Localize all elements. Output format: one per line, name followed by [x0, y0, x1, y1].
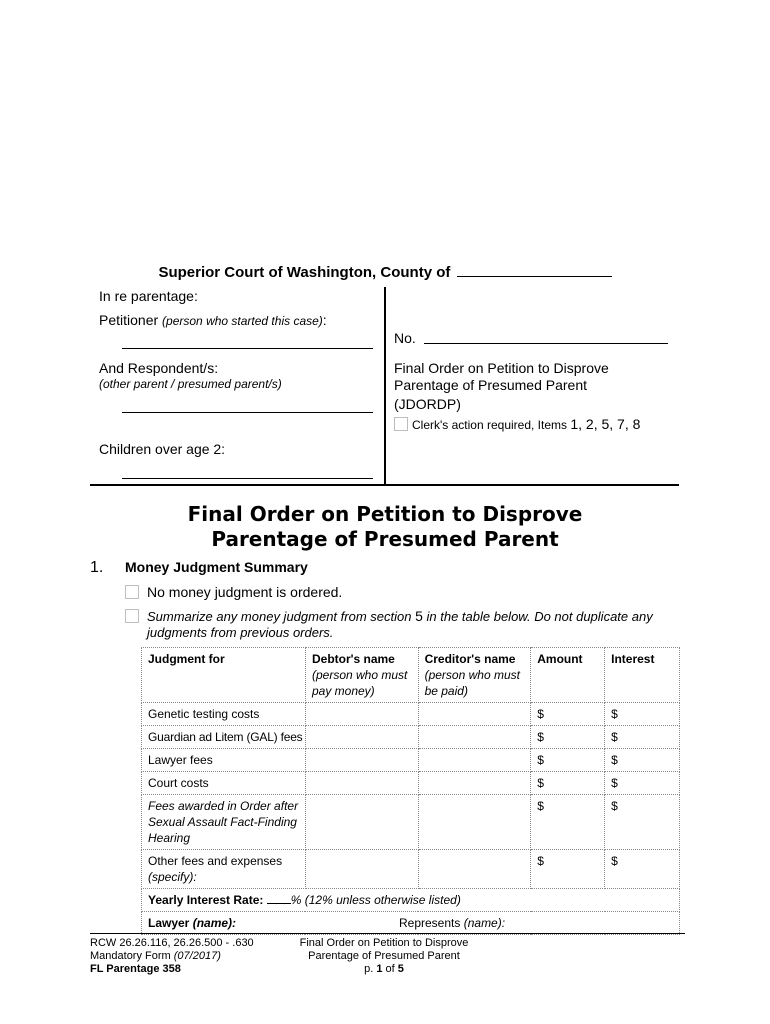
row-label-text: Other fees and expenses: [148, 854, 283, 868]
respondent-name-field[interactable]: [122, 412, 373, 413]
no-money-judgment-checkbox[interactable]: [125, 585, 139, 599]
footer-rcw: RCW 26.26.116, 26.26.500 - .630: [90, 937, 254, 949]
footer-rule: [90, 933, 685, 934]
summarize-section-num: 5: [415, 608, 423, 624]
table-row: [142, 772, 680, 795]
respondent-label: And Respondent/s:: [99, 360, 219, 376]
footer-form-id: FL Parentage 358: [90, 963, 181, 975]
amount-cell[interactable]: $: [531, 703, 605, 726]
header-debtor-text: Debtor's name: [311, 652, 395, 666]
row-label: [142, 850, 306, 889]
footer-mandatory: [90, 950, 254, 963]
interest-rate-label: Yearly Interest Rate:: [148, 893, 264, 907]
interest-rate-row: [142, 889, 680, 912]
debtor-cell[interactable]: [305, 850, 418, 889]
lawyer-note: (name):: [192, 916, 237, 930]
debtor-cell[interactable]: [305, 772, 418, 795]
row-label: Fees awarded in Order after Sexual Assault Fact-Finding Hearing: [142, 795, 306, 850]
footer-title-line1: Final Order on Petition to Disprove: [299, 937, 469, 949]
form-title-line2: Parentage of Presumed Parent: [394, 377, 588, 393]
page-title-line1: Final Order on Petition to Disprove: [187, 502, 583, 526]
represents-label: [399, 915, 505, 931]
interest-cell[interactable]: $: [605, 772, 680, 795]
summarize-text-c: judgments from previous orders.: [147, 625, 334, 640]
footer-page-prefix: p.: [364, 963, 374, 975]
lawyer-cell: [142, 912, 680, 935]
row-label-note: (specify):: [148, 870, 197, 884]
row-label: Guardian ad Litem (GAL) fees: [142, 726, 306, 749]
clerk-action-items: 1, 2, 5, 7, 8: [570, 416, 641, 432]
debtor-cell[interactable]: [305, 749, 418, 772]
footer-page-current: 1: [376, 963, 383, 975]
interest-cell[interactable]: $: [605, 795, 680, 850]
debtor-cell[interactable]: [305, 703, 418, 726]
footer-page-number: [284, 963, 484, 976]
table-header-row: [142, 648, 680, 703]
clerk-action-label: [412, 416, 640, 432]
creditor-cell[interactable]: [418, 772, 531, 795]
header-debtor-sub: (person who must pay money): [311, 668, 408, 698]
summarize-text-b: in the table below. Do not duplicate any: [426, 609, 653, 624]
creditor-cell[interactable]: [418, 726, 531, 749]
footer-page-total: 5: [397, 963, 404, 975]
petitioner-label: [99, 312, 327, 328]
form-code: (JDORDP): [394, 396, 461, 412]
table-row: [142, 795, 680, 850]
section-number: 1.: [90, 559, 104, 576]
summarize-text-a: Summarize any money judgment from section: [147, 609, 412, 624]
header-creditor: [418, 648, 531, 703]
header-creditor-text: Creditor's name: [424, 652, 516, 666]
caption-bottom-rule: [90, 484, 679, 486]
case-number-field[interactable]: [424, 343, 668, 344]
row-label: Court costs: [142, 772, 306, 795]
interest-cell[interactable]: $: [605, 703, 680, 726]
table-row: [142, 749, 680, 772]
form-title: [394, 360, 609, 394]
interest-rate-suffix: % (12% unless otherwise listed): [290, 893, 461, 907]
summarize-judgment-label: [147, 608, 677, 641]
row-label: Lawyer fees: [142, 749, 306, 772]
creditor-cell[interactable]: [418, 795, 531, 850]
summarize-judgment-checkbox[interactable]: [125, 609, 139, 623]
debtor-cell[interactable]: [305, 795, 418, 850]
court-title: [0, 262, 770, 281]
page-title: [0, 502, 770, 552]
row-label: Genetic testing costs: [142, 703, 306, 726]
children-name-field[interactable]: [122, 478, 373, 479]
debtor-cell[interactable]: [305, 726, 418, 749]
interest-rate-cell: [142, 889, 680, 912]
court-title-text: Superior Court of Washington, County of: [158, 264, 451, 281]
amount-cell[interactable]: $: [531, 772, 605, 795]
footer-title-line2: Parentage of Presumed Parent: [308, 950, 460, 962]
header-creditor-sub: (person who must be paid): [424, 668, 520, 698]
creditor-cell[interactable]: [418, 850, 531, 889]
case-no-label: No.: [394, 330, 416, 346]
lawyer-row: [142, 912, 680, 935]
footer-mandatory-text: Mandatory Form: [90, 950, 171, 962]
amount-cell[interactable]: $: [531, 749, 605, 772]
in-re-label: In re parentage:: [99, 288, 198, 304]
interest-cell[interactable]: $: [605, 850, 680, 889]
creditor-cell[interactable]: [418, 749, 531, 772]
footer-left: [90, 937, 254, 976]
creditor-cell[interactable]: [418, 703, 531, 726]
footer-center: [284, 937, 484, 976]
petitioner-colon: :: [322, 312, 327, 328]
clerk-action-checkbox[interactable]: [394, 417, 408, 431]
footer-form-date: (07/2017): [173, 950, 221, 962]
page-title-line2: Parentage of Presumed Parent: [211, 527, 559, 551]
interest-cell[interactable]: $: [605, 726, 680, 749]
interest-rate-field[interactable]: [267, 893, 291, 904]
table-row: [142, 850, 680, 889]
caption-divider: [384, 287, 386, 485]
header-interest: Interest: [605, 648, 680, 703]
table-row: [142, 703, 680, 726]
amount-cell[interactable]: $: [531, 850, 605, 889]
clerk-action-text: Clerk's action required, Items: [412, 418, 568, 432]
county-blank-field[interactable]: [457, 262, 612, 277]
petitioner-note: (person who started this case): [162, 314, 323, 328]
header-amount: Amount: [531, 648, 605, 703]
respondent-note: (other parent / presumed parent/s): [99, 377, 282, 391]
footer-page-of: of: [385, 963, 395, 975]
money-judgment-table: [141, 647, 680, 935]
lawyer-label: Lawyer: [148, 916, 190, 930]
petitioner-name-field[interactable]: [122, 348, 373, 349]
interest-cell[interactable]: $: [605, 749, 680, 772]
represents-label-text: Represents: [399, 916, 461, 930]
no-money-judgment-label: No money judgment is ordered.: [147, 584, 343, 600]
header-debtor: [305, 648, 418, 703]
children-label: Children over age 2:: [99, 441, 226, 457]
amount-cell[interactable]: $: [531, 795, 605, 850]
amount-cell[interactable]: $: [531, 726, 605, 749]
form-title-line1: Final Order on Petition to Disprove: [394, 360, 609, 376]
petitioner-label-text: Petitioner: [99, 312, 159, 328]
section-title: Money Judgment Summary: [125, 559, 308, 575]
table-row: [142, 726, 680, 749]
represents-note: (name):: [463, 916, 506, 930]
header-judgment-for: Judgment for: [142, 648, 306, 703]
